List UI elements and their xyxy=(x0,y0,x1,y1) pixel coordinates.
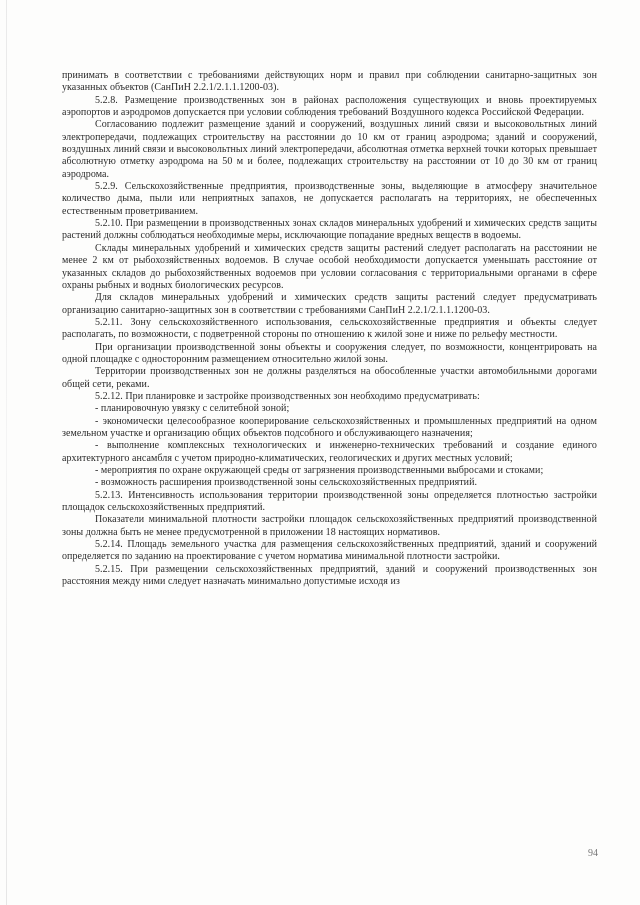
paragraph: - возможность расширения производственной зоны сельскохозяйственных предприятий. xyxy=(95,477,478,489)
paragraph: Склады минеральных удобрений и химических средств защиты растений следует располагать на расстоянии не менее 2 км от рыбохозяйственных водоемов. В случае особой необходимости допускается уменьшать расстояние от указанных складов до рыбохозяйственных водоемов при условии согласования с территориальными органами в сфере охраны рыбных и водных биологических ресурсов. xyxy=(62,242,597,291)
paragraph: При организации производственной зоны объекты и сооружения следует, по возможности, концентрировать на одной площадке с односторонним размещением относительно жилой зоны. xyxy=(62,341,597,365)
paragraph: - выполнение комплексных технологических и инженерно-технических требований и создание единого архитектурного ансамбля с учетом природно-климатических, геологических и других местных условий; xyxy=(62,440,597,464)
paragraph: - экономически целесообразное кооперирование сельскохозяйственных и промышленных предприятий на одном земельном участке и организацию общих объектов подсобного и обслуживающего назначения; xyxy=(62,415,597,439)
paragraph: 5.2.11. Зону сельскохозяйственного использования, сельскохозяйственные предприятия и объекты следует располагать, по возможности, с подветренной стороны по отношению к жилой зоне и ниже по рельефу местности. xyxy=(62,316,597,341)
paragraph: - планировочную увязку с селитебной зоной; xyxy=(95,403,290,415)
paragraph: Согласованию подлежит размещение зданий и сооружений, воздушных линий связи и высоковольтных линий электропередачи, подлежащих строительству на расстоянии до 10 км от границ аэродрома; зданий и сооружений, воздушных линий связи и высоковольтных линий электропередачи, абсолютная отметка верхней точки которых превышает абсолютную отметку аэродрома на 50 м и более, подлежащих строительству на расстоянии от 10 до 30 км от границ аэродрома. xyxy=(62,119,597,180)
paragraph: 5.2.10. При размещении в производственных зонах складов минеральных удобрений и химических средств защиты растений должны соблюдаться необходимые меры, исключающие попадание вредных веществ в водоемы. xyxy=(62,218,597,242)
paragraph: 5.2.8. Размещение производственных зон в районах расположения существующих и вновь проектируемых аэропортов и аэродромов допускается при условии соблюдения требований Воздушного кодекса Российской Федерации. xyxy=(62,94,597,119)
paragraph: Территории производственных зон не должны разделяться на обособленные участки автомобильными дорогами общей сети, реками. xyxy=(62,366,597,390)
paragraph: 5.2.13. Интенсивность использования территории производственной зоны определяется плотностью застройки площадок сельскохозяйственных предприятий. xyxy=(62,489,597,514)
paragraph: Для складов минеральных удобрений и химических средств защиты растений следует предусматривать организацию санитарно-защитных зон в соответствии с требованиями СанПиН 2.2.1/2.1.1.1200-03. xyxy=(62,292,597,316)
paragraph: Показатели минимальной плотности застройки площадок сельскохозяйственных предприятий производственной зоны должна быть не менее предусмотренной в приложении 18 настоящих нормативов. xyxy=(62,514,597,538)
paragraph: 5.2.9. Сельскохозяйственные предприятия, производственные зоны, выделяющие в атмосферу значительное количество дыма, пыли или неприятных запахов, не допускается располагать на территориях, не обеспеченных естественным проветриванием. xyxy=(62,181,597,217)
paragraph: - мероприятия по охране окружающей среды от загрязнения производственными выбросами и стоками; xyxy=(95,465,544,476)
paragraph: принимать в соответствии с требованиями действующих норм и правил при соблюдении санитарно-защитных зон указанных объектов (СанПиН 2.2.1/2.1.1.1200-03). xyxy=(62,70,597,94)
paragraph: 5.2.14. Площадь земельного участка для размещения сельскохозяйственных предприятий, зданий и сооружений определяется по заданию на проектирование с учетом норматива минимальной плотности застройки. xyxy=(62,539,597,563)
page-number: 94 xyxy=(588,848,598,859)
scan-edge xyxy=(6,0,7,905)
paragraph: 5.2.15. При размещении сельскохозяйственных предприятий, зданий и сооружений производственных зон расстояния между ними следует назначать минимально допустимые исходя из xyxy=(62,563,597,588)
document-body xyxy=(62,70,597,588)
paragraph: 5.2.12. При планировке и застройке производственных зон необходимо предусматривать: xyxy=(95,390,480,402)
